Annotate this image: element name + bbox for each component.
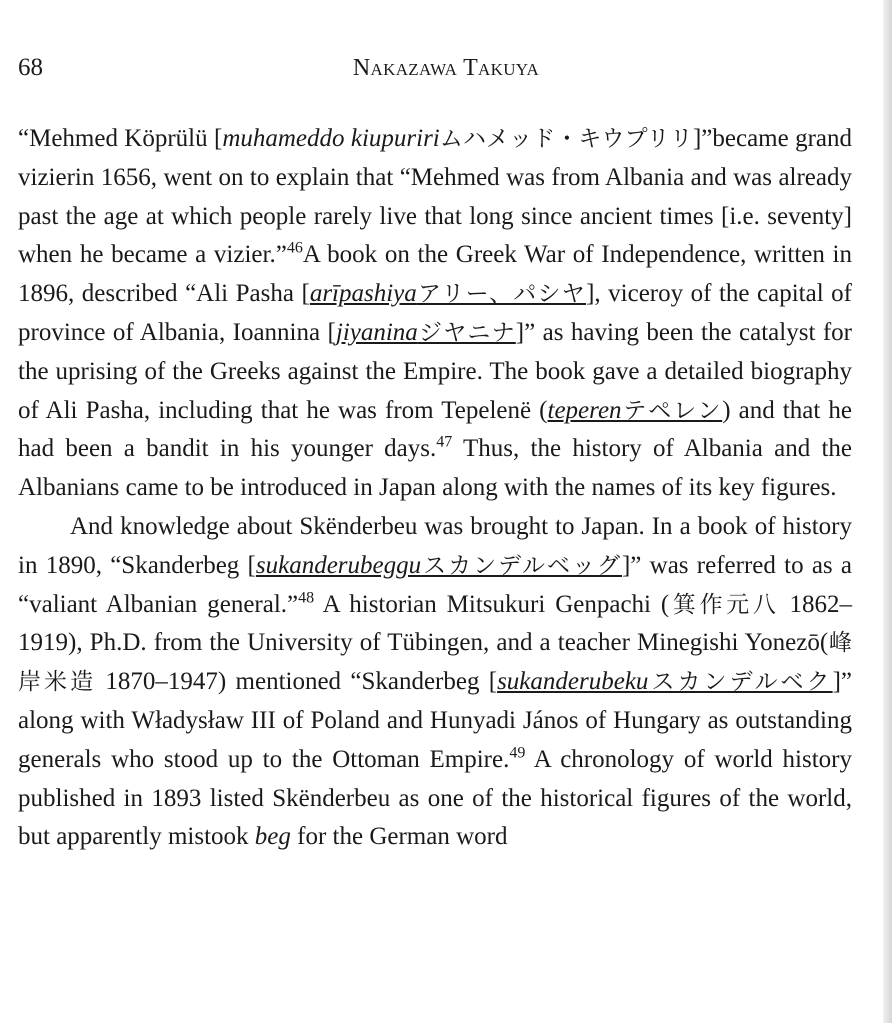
footnote-ref-46: 46 [286, 240, 303, 258]
body-text [18, 120, 852, 857]
footnote-ref-48: 48 [298, 589, 315, 607]
footnote-ref-47: 47 [436, 434, 453, 452]
page-edge-shadow [883, 0, 892, 1023]
paragraph-2: And knowledge about Skënderbeu was brought to Japan. In a book of history in 1890, “Skanderbeg [sukanderubegguスカンデルベッグ]” was referred to as a “valiant Albanian general.”$^{48}$ A historian Mitsukuri Genpachi (箕作元八 1862–1919), Ph.D. from the University of Tübingen, and a teacher Minegishi Yonezō(峰岸米造 1870–1947) mentioned “Skanderbeg [sukanderubekuスカンデルベク]” along with Władysław III of Poland and Hunyadi János of Hungary as outstanding generals who stood up to the Ottoman Empire.$^{49}$ A chronology of world history published in 1893 listed Skënderbeu as one of the historical figures of the world, but apparently mistook beg for the German word [18, 512, 853, 851]
paragraph-1: “Mehmed Köprülü [muhameddo kiupuririムハメッド・キウプリリ]”became grand vizierin 1656, went on to explain that “Mehmed was from Albania and was already past the age at which people rarely live that long since ancient times [i.e. seventy] when he became a vizier.”$^{46}$A book on the Greek War of Independence, written in 1896, described “Ali Pasha [arīpashiyaアリー、パシヤ], viceroy of the capital of province of Albania, Ioannina [jiyaninaジヤニナ]” as having been the catalyst for the uprising of the Greeks against the Empire. The book gave a detailed biography of Ali Pasha, including that he was from Tepelenë (teperenテペレン) and that he had been a bandit in his younger days.$^{47}$ Thus, the history of Albania and the Albanians came to be introduced in Japan along with the names of its key figures. [18, 125, 853, 502]
footnote-ref-49: 49 [509, 744, 526, 762]
page-number: 68 [18, 54, 43, 81]
running-title: Nakazawa Takuya [352, 55, 540, 81]
